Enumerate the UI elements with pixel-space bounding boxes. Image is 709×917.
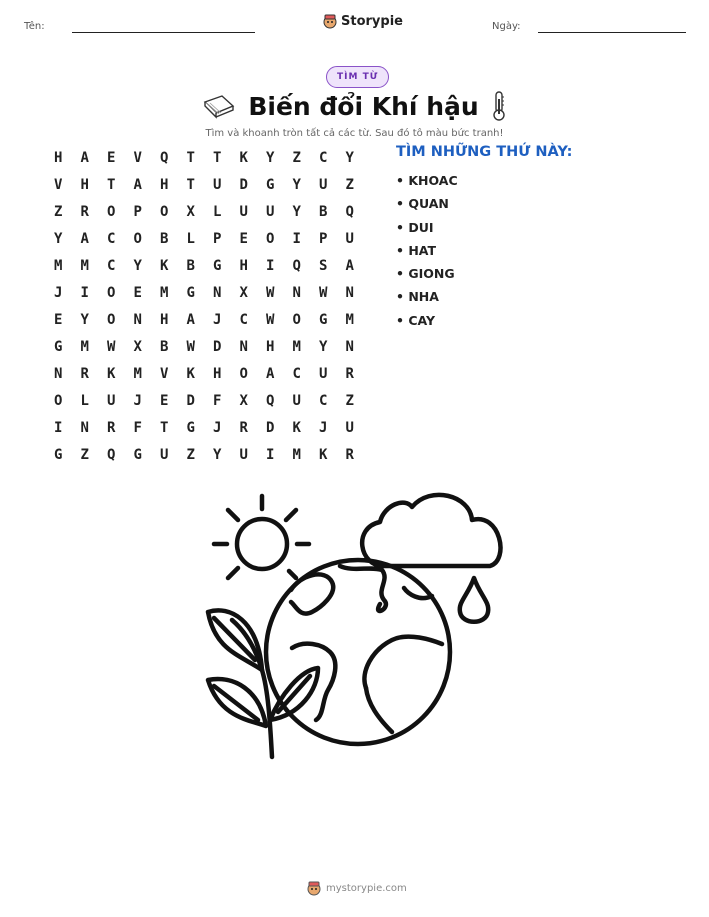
- grid-letter[interactable]: H: [266, 338, 275, 355]
- date-field[interactable]: [538, 32, 686, 33]
- grid-letter[interactable]: Z: [54, 203, 63, 220]
- grid-letter[interactable]: Z: [292, 149, 301, 166]
- grid-letter[interactable]: M: [160, 284, 169, 301]
- grid-letter[interactable]: I: [54, 419, 63, 436]
- earth-sun-cloud-plant-illustration: [195, 488, 515, 763]
- grid-letter[interactable]: R: [107, 419, 116, 436]
- grid-letter[interactable]: T: [213, 149, 222, 166]
- word-list-item: • GIONG: [396, 266, 455, 282]
- grid-letter[interactable]: Y: [133, 257, 142, 274]
- grid-letter[interactable]: O: [107, 284, 116, 301]
- grid-letter[interactable]: C: [107, 257, 116, 274]
- grid-letter[interactable]: Y: [80, 311, 89, 328]
- grid-letter[interactable]: Y: [213, 446, 222, 463]
- grid-letter[interactable]: A: [345, 257, 354, 274]
- grid-letter[interactable]: A: [133, 176, 142, 193]
- grid-letter[interactable]: O: [160, 203, 169, 220]
- grid-letter[interactable]: M: [80, 338, 89, 355]
- grid-letter[interactable]: O: [107, 203, 116, 220]
- grid-letter[interactable]: S: [319, 257, 328, 274]
- word-list-item: • NHA: [396, 289, 439, 305]
- grid-letter[interactable]: U: [319, 176, 328, 193]
- grid-letter[interactable]: O: [107, 311, 116, 328]
- grid-letter[interactable]: N: [345, 284, 354, 301]
- grid-letter[interactable]: G: [186, 419, 195, 436]
- grid-letter[interactable]: A: [266, 365, 275, 382]
- grid-letter[interactable]: Y: [292, 176, 301, 193]
- grid-letter[interactable]: O: [292, 311, 301, 328]
- grid-letter[interactable]: G: [54, 338, 63, 355]
- grid-letter[interactable]: G: [266, 176, 275, 193]
- grid-letter[interactable]: H: [160, 311, 169, 328]
- grid-letter[interactable]: P: [319, 230, 328, 247]
- grid-letter[interactable]: M: [292, 338, 301, 355]
- grid-letter[interactable]: A: [80, 149, 89, 166]
- footer-url[interactable]: mystorypie.com: [326, 882, 407, 894]
- word-list-item: • HAT: [396, 242, 437, 258]
- grid-letter[interactable]: E: [239, 230, 248, 247]
- grid-letter[interactable]: N: [345, 338, 354, 355]
- grid-letter[interactable]: U: [107, 392, 116, 409]
- grid-letter[interactable]: W: [319, 284, 328, 301]
- grid-letter[interactable]: A: [186, 311, 195, 328]
- grid-letter[interactable]: E: [160, 392, 169, 409]
- grid-letter[interactable]: W: [266, 311, 275, 328]
- footer: [307, 880, 407, 896]
- word-list-item: • CAY: [396, 312, 436, 328]
- grid-letter[interactable]: R: [80, 203, 89, 220]
- grid-letter[interactable]: R: [80, 365, 89, 382]
- grid-letter[interactable]: Z: [345, 176, 354, 193]
- grid-letter[interactable]: N: [133, 311, 142, 328]
- grid-letter[interactable]: U: [160, 446, 169, 463]
- grid-letter[interactable]: W: [266, 284, 275, 301]
- grid-letter[interactable]: G: [133, 446, 142, 463]
- grid-letter[interactable]: I: [266, 446, 275, 463]
- grid-letter[interactable]: X: [239, 392, 248, 409]
- thermometer-icon: [491, 90, 507, 122]
- grid-letter[interactable]: O: [266, 230, 275, 247]
- grid-letter[interactable]: J: [54, 284, 63, 301]
- grid-letter[interactable]: P: [133, 203, 142, 220]
- grid-letter[interactable]: Z: [80, 446, 89, 463]
- grid-letter[interactable]: Z: [186, 446, 195, 463]
- grid-letter[interactable]: K: [107, 365, 116, 382]
- grid-letter[interactable]: F: [133, 419, 142, 436]
- sun-icon: [214, 496, 309, 578]
- grid-letter[interactable]: F: [213, 392, 222, 409]
- grid-letter[interactable]: N: [54, 365, 63, 382]
- grid-letter[interactable]: X: [186, 203, 195, 220]
- grid-letter[interactable]: G: [213, 257, 222, 274]
- grid-letter[interactable]: E: [133, 284, 142, 301]
- grid-letter[interactable]: R: [239, 419, 248, 436]
- grid-letter[interactable]: X: [239, 284, 248, 301]
- grid-letter[interactable]: Q: [345, 203, 354, 220]
- grid-letter[interactable]: D: [239, 176, 248, 193]
- grid-letter[interactable]: G: [186, 284, 195, 301]
- instructions: Tìm và khoanh tròn tất cả các từ. Sau đó tô màu bức tranh!: [205, 128, 504, 139]
- grid-letter[interactable]: N: [239, 338, 248, 355]
- grid-letter[interactable]: B: [186, 257, 195, 274]
- grid-letter[interactable]: M: [345, 311, 354, 328]
- grid-letter[interactable]: D: [213, 338, 222, 355]
- grid-letter[interactable]: C: [319, 149, 328, 166]
- word-list-item: • DUI: [396, 219, 434, 235]
- grid-letter[interactable]: H: [160, 176, 169, 193]
- grid-letter[interactable]: M: [133, 365, 142, 382]
- grid-letter[interactable]: H: [239, 257, 248, 274]
- grid-letter[interactable]: J: [319, 419, 328, 436]
- grid-letter[interactable]: C: [319, 392, 328, 409]
- grid-letter[interactable]: O: [133, 230, 142, 247]
- grid-letter[interactable]: A: [80, 230, 89, 247]
- grid-letter[interactable]: R: [345, 446, 354, 463]
- grid-letter[interactable]: O: [54, 392, 63, 409]
- grid-letter[interactable]: B: [160, 230, 169, 247]
- grid-letter[interactable]: V: [54, 176, 63, 193]
- grid-letter[interactable]: M: [80, 257, 89, 274]
- grid-letter[interactable]: U: [266, 203, 275, 220]
- grid-letter[interactable]: D: [266, 419, 275, 436]
- brand-name: Storypie: [341, 13, 403, 29]
- grid-letter[interactable]: B: [319, 203, 328, 220]
- grid-letter[interactable]: K: [239, 149, 248, 166]
- grid-letter[interactable]: H: [213, 365, 222, 382]
- grid-letter[interactable]: U: [239, 203, 248, 220]
- grid-letter[interactable]: Y: [319, 338, 328, 355]
- grid-letter[interactable]: Y: [266, 149, 275, 166]
- grid-letter[interactable]: C: [107, 230, 116, 247]
- date-label: Ngày:: [492, 21, 521, 32]
- worksheet-type-badge: TÌM TỪ: [326, 66, 389, 88]
- grid-letter[interactable]: W: [107, 338, 116, 355]
- grid-letter[interactable]: T: [186, 176, 195, 193]
- grid-letter[interactable]: T: [107, 176, 116, 193]
- name-field[interactable]: [72, 32, 255, 33]
- word-list-item: • QUAN: [396, 196, 449, 212]
- grid-letter[interactable]: L: [80, 392, 89, 409]
- grid-letter[interactable]: J: [133, 392, 142, 409]
- grid-letter[interactable]: Q: [160, 149, 169, 166]
- grid-letter[interactable]: N: [213, 284, 222, 301]
- cloud-icon: [362, 495, 500, 566]
- grid-letter[interactable]: U: [345, 230, 354, 247]
- page-title: Biến đổi Khí hậu: [248, 91, 479, 121]
- brand-logo: [323, 13, 403, 29]
- name-label: Tên:: [24, 21, 45, 32]
- grid-letter[interactable]: Z: [345, 392, 354, 409]
- grid-letter[interactable]: K: [160, 257, 169, 274]
- grid-letter[interactable]: N: [80, 419, 89, 436]
- grid-letter[interactable]: E: [107, 149, 116, 166]
- grid-letter[interactable]: C: [239, 311, 248, 328]
- word-list-item: • KHOAC: [396, 173, 458, 188]
- grid-letter[interactable]: Q: [292, 257, 301, 274]
- grid-letter[interactable]: U: [213, 176, 222, 193]
- grid-letter[interactable]: Y: [54, 230, 63, 247]
- grid-letter[interactable]: H: [80, 176, 89, 193]
- grid-letter[interactable]: Q: [107, 446, 116, 463]
- word-search-grid: [54, 144, 372, 468]
- raindrop-icon: [460, 578, 489, 622]
- grid-letter[interactable]: T: [160, 419, 169, 436]
- grid-letter[interactable]: G: [54, 446, 63, 463]
- grid-letter[interactable]: I: [266, 257, 275, 274]
- grid-letter[interactable]: T: [186, 149, 195, 166]
- grid-letter[interactable]: V: [133, 149, 142, 166]
- grid-letter[interactable]: V: [160, 365, 169, 382]
- grid-letter[interactable]: K: [319, 446, 328, 463]
- grid-letter[interactable]: J: [213, 311, 222, 328]
- grid-letter[interactable]: L: [186, 230, 195, 247]
- grid-letter[interactable]: Q: [266, 392, 275, 409]
- grid-letter[interactable]: U: [319, 365, 328, 382]
- grid-letter[interactable]: L: [213, 203, 222, 220]
- grid-letter[interactable]: B: [160, 338, 169, 355]
- grid-letter[interactable]: X: [133, 338, 142, 355]
- title-row: [0, 90, 709, 122]
- grid-letter[interactable]: K: [186, 365, 195, 382]
- grid-letter[interactable]: E: [54, 311, 63, 328]
- words-title: TÌM NHỮNG THỨ NÀY:: [396, 144, 573, 160]
- grid-letter[interactable]: K: [292, 419, 301, 436]
- storypie-mascot-icon: [323, 13, 337, 29]
- grid-letter[interactable]: N: [292, 284, 301, 301]
- grid-letter[interactable]: W: [186, 338, 195, 355]
- book-icon: [202, 92, 236, 120]
- grid-letter[interactable]: H: [54, 149, 63, 166]
- grid-letter[interactable]: Y: [345, 149, 354, 166]
- grid-letter[interactable]: U: [292, 392, 301, 409]
- grid-letter[interactable]: I: [292, 230, 301, 247]
- word-list: [396, 169, 458, 332]
- grid-letter[interactable]: O: [239, 365, 248, 382]
- grid-letter[interactable]: C: [292, 365, 301, 382]
- grid-letter[interactable]: I: [80, 284, 89, 301]
- grid-letter[interactable]: G: [319, 311, 328, 328]
- plant-icon: [208, 610, 318, 757]
- grid-letter[interactable]: J: [213, 419, 222, 436]
- grid-letter[interactable]: R: [345, 365, 354, 382]
- grid-letter[interactable]: Y: [292, 203, 301, 220]
- grid-letter[interactable]: D: [186, 392, 195, 409]
- grid-letter[interactable]: M: [292, 446, 301, 463]
- grid-letter[interactable]: U: [239, 446, 248, 463]
- earth-icon: [266, 560, 450, 744]
- grid-letter[interactable]: P: [213, 230, 222, 247]
- grid-letter[interactable]: U: [345, 419, 354, 436]
- grid-letter[interactable]: M: [54, 257, 63, 274]
- storypie-mascot-icon: [307, 880, 321, 896]
